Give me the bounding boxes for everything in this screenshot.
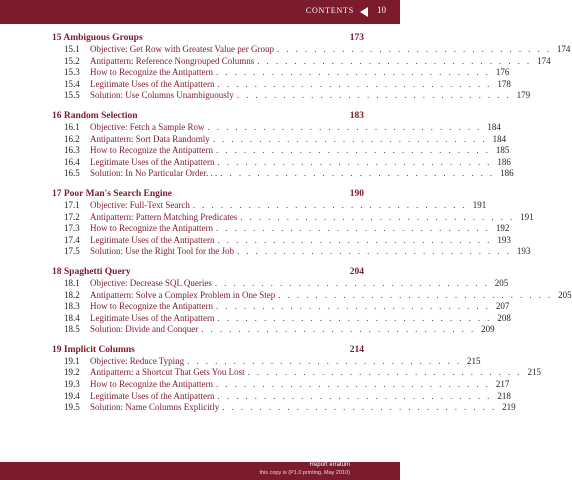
entry-title: Antipattern: Reference Nongrouped Columns — [90, 55, 255, 66]
toc-entry-link[interactable] — [52, 55, 551, 68]
chapter-page: 190 — [349, 188, 364, 199]
entry-page: 184 — [487, 121, 501, 132]
dot-leader: . . . . . . . . . . . . . . . . . . . . . . . . . . . . . . — [217, 312, 492, 323]
entry-title: Objective: Full-Text Search — [90, 199, 190, 210]
toc-entry-link[interactable] — [52, 234, 511, 247]
entry-title: Solution: Use Columns Unambiguously — [90, 90, 234, 101]
entry-number: 16.5 — [64, 168, 80, 179]
page-header-bar — [0, 0, 400, 24]
entry-page: 185 — [495, 145, 510, 156]
dot-leader: . . . . . . . . . . . . . . . . . . . . . . . . . . . . . . — [217, 156, 492, 167]
toc-entry-link[interactable] — [52, 78, 511, 91]
chapter-heading-link[interactable] — [52, 344, 364, 356]
toc-entry-link[interactable] — [52, 145, 510, 157]
entry-page: 219 — [502, 402, 516, 413]
entry-number: 17.2 — [64, 211, 80, 222]
chapter-heading-link[interactable] — [52, 32, 364, 44]
chapter-title: 17 Poor Man's Search Engine — [52, 188, 172, 199]
entry-number: 16.4 — [64, 156, 80, 167]
toc-chapter — [52, 32, 571, 102]
dot-leader: . . . . . . . . . . . . . . . . . . . . . . . . . . . . . . — [240, 211, 515, 222]
entry-page: 208 — [497, 312, 511, 323]
toc-chapter — [52, 344, 541, 414]
page-footer-bar — [0, 462, 400, 480]
entry-page: 193 — [516, 246, 531, 257]
entry-title: Antipattern: Pattern Matching Predicates — [90, 211, 238, 222]
toc-chapter — [52, 188, 534, 258]
dot-leader: . . . . . . . . . . . . . . . . . . . . . . . . . . . . . . — [215, 145, 491, 156]
toc-entry-link[interactable] — [52, 312, 511, 325]
entry-title: Legitimate Uses of the Antipattern — [90, 390, 215, 401]
entry-page: 193 — [497, 234, 511, 245]
entry-title: Objective: Fetch a Sample Row — [90, 121, 205, 132]
toc-entry-link[interactable] — [52, 121, 501, 134]
entry-title: Legitimate Uses of the Antipattern — [90, 312, 215, 323]
entry-title: How to Recognize the Antipattern — [90, 223, 213, 234]
entry-title: Antipattern: a Shortcut That Gets You Lost — [90, 367, 245, 378]
toc-entry-link[interactable] — [52, 211, 534, 224]
entry-title: Antipattern: Sort Data Randomly — [90, 133, 210, 144]
entry-number: 17.5 — [64, 246, 80, 257]
toc-entry-link[interactable] — [52, 324, 495, 336]
entry-page: 217 — [495, 379, 510, 390]
dot-leader: . . . . . . . . . . . . . . . . . . . . . . . . . . . . . . — [212, 133, 488, 144]
entry-title: Legitimate Uses of the Antipattern — [90, 234, 215, 245]
chapter-heading-link[interactable] — [52, 188, 364, 200]
toc-entry-link[interactable] — [52, 168, 514, 180]
dot-leader: . . . . . . . . . . . . . . . . . . . . . . . . . . . . . . — [192, 199, 468, 210]
dot-leader: . . . . . . . . . . . . . . . . . . . . . . . . . . . . . . — [236, 246, 512, 257]
toc-entry-link[interactable] — [52, 379, 510, 391]
toc-entry-link[interactable] — [52, 246, 531, 258]
entry-number: 18.2 — [64, 289, 80, 300]
entry-page: 184 — [492, 133, 507, 144]
toc-chapter — [52, 266, 572, 336]
chapter-page: 173 — [349, 33, 364, 43]
entry-number: 18.4 — [64, 312, 80, 323]
dot-leader: . . . . . . . . . . . . . . . . . . . . . . . . . . . . . . — [236, 90, 512, 101]
chapter-page: 183 — [349, 110, 364, 121]
report-erratum-link[interactable]: Report erratum — [309, 462, 350, 468]
entry-title: Legitimate Uses of the Antipattern — [90, 156, 215, 167]
entry-page: 191 — [472, 199, 487, 210]
entry-page: 174 — [537, 55, 551, 66]
toc-chapter-list — [52, 32, 572, 414]
entry-number: 17.3 — [64, 223, 80, 234]
entry-number: 19.1 — [64, 355, 80, 366]
chapter-title: 16 Random Selection — [52, 110, 138, 121]
dot-leader: . . . . . . . . . . . . . . . . . . . . . . . . . . . . . . — [278, 289, 553, 300]
entry-title: Objective: Decrease SQL Queries — [90, 277, 212, 288]
back-arrow-icon[interactable] — [360, 7, 368, 17]
entry-page: 209 — [481, 324, 495, 335]
dot-leader: . . . . . . . . . . . . . . . . . . . . . . . . . . . . . . — [222, 402, 497, 413]
dot-leader: . . . . . . . . . . . . . . . . . . . . . . . . . . . . . . — [187, 355, 462, 366]
entry-title: Objective: Get Row with Greatest Value per Group — [90, 44, 275, 54]
dot-leader: . . . . . . . . . . . . . . . . . . . . . . . . . . . . . . — [215, 223, 491, 234]
entry-number: 16.1 — [64, 121, 80, 132]
dot-leader: . . . . . . . . . . . . . . . . . . . . . . . . . . . . . . — [217, 78, 492, 89]
entry-number: 17.4 — [64, 234, 80, 245]
dot-leader: . . . . . . . . . . . . . . . . . . . . . . . . . . . . . . — [220, 168, 495, 179]
entry-number: 19.4 — [64, 390, 80, 401]
entry-number: 15.5 — [64, 90, 80, 101]
entry-number: 15.4 — [64, 78, 80, 89]
entry-number: 16.2 — [64, 133, 80, 144]
chapter-heading-link[interactable] — [52, 110, 364, 122]
entry-title: Objective: Reduce Typing — [90, 355, 185, 366]
toc-chapter — [52, 110, 514, 180]
toc-entry-link[interactable] — [52, 402, 516, 414]
entry-page: 191 — [520, 211, 534, 222]
entry-title: Antipattern: Solve a Complex Problem in One Step — [90, 289, 276, 300]
toc-entry-link[interactable] — [52, 301, 510, 313]
entry-number: 19.5 — [64, 402, 80, 413]
entry-number: 18.5 — [64, 324, 80, 335]
copy-info: this copy is (P1.0 printing, May 2010) — [259, 470, 350, 476]
toc-entry-link[interactable] — [52, 156, 511, 169]
entry-page: 218 — [497, 390, 511, 401]
page-number: 10 — [377, 5, 386, 15]
toc-entry-link[interactable] — [52, 277, 509, 290]
dot-leader: . . . . . . . . . . . . . . . . . . . . . . . . . . . . . . — [247, 367, 522, 378]
entry-title: Solution: In No Particular Order. . . — [90, 168, 218, 179]
dot-leader: . . . . . . . . . . . . . . . . . . . . . . . . . . . . . . — [217, 390, 492, 401]
entry-number: 15.3 — [64, 67, 80, 78]
entry-number: 18.1 — [64, 277, 80, 288]
table-of-contents — [52, 32, 572, 422]
entry-page: 176 — [495, 67, 510, 78]
entry-page: 192 — [495, 223, 510, 234]
dot-leader: . . . . . . . . . . . . . . . . . . . . . . . . . . . . . . — [257, 55, 532, 66]
dot-leader: . . . . . . . . . . . . . . . . . . . . . . . . . . . . . . — [217, 234, 492, 245]
toc-entry-link[interactable] — [52, 289, 572, 302]
entry-number: 15.1 — [64, 44, 80, 54]
toc-entry-link[interactable] — [52, 367, 541, 379]
toc-entry-link[interactable] — [52, 44, 571, 56]
entry-title: How to Recognize the Antipattern — [90, 379, 213, 390]
entry-title: Solution: Use the Right Tool for the Job — [90, 246, 234, 257]
section-label: CONTENTS — [305, 6, 354, 15]
entry-title: How to Recognize the Antipattern — [90, 301, 213, 312]
entry-page: 186 — [500, 168, 514, 179]
entry-page: 205 — [494, 277, 509, 288]
toc-entry-link[interactable] — [52, 355, 481, 368]
entry-page: 186 — [497, 156, 511, 167]
dot-leader: . . . . . . . . . . . . . . . . . . . . . . . . . . . . . . — [215, 379, 491, 390]
entry-page: 215 — [467, 355, 481, 366]
entry-page: 178 — [497, 78, 511, 89]
entry-page: 205 — [558, 289, 572, 300]
entry-page: 215 — [527, 367, 541, 378]
dot-leader: . . . . . . . . . . . . . . . . . . . . . . . . . . . . . . — [215, 301, 491, 312]
entry-number: 18.3 — [64, 301, 80, 312]
chapter-heading-link[interactable] — [52, 266, 364, 278]
entry-number: 19.3 — [64, 379, 80, 390]
toc-entry-link[interactable] — [52, 90, 531, 102]
entry-number: 17.1 — [64, 199, 80, 210]
entry-page: 174 — [556, 44, 571, 54]
entry-number: 15.2 — [64, 55, 80, 66]
dot-leader: . . . . . . . . . . . . . . . . . . . . . . . . . . . . . . — [215, 67, 491, 78]
entry-title: How to Recognize the Antipattern — [90, 67, 213, 78]
entry-title: Legitimate Uses of the Antipattern — [90, 78, 215, 89]
toc-entry-link[interactable] — [52, 199, 487, 212]
entry-number: 19.2 — [64, 367, 80, 378]
chapter-page: 214 — [349, 344, 364, 355]
dot-leader: . . . . . . . . . . . . . . . . . . . . . . . . . . . . . . — [201, 324, 476, 335]
dot-leader: . . . . . . . . . . . . . . . . . . . . . . . . . . . . . . — [207, 121, 482, 132]
toc-entry-link[interactable] — [52, 223, 510, 235]
chapter-title: 19 Implicit Columns — [52, 344, 135, 355]
entry-number: 16.3 — [64, 145, 80, 156]
chapter-title: 18 Spaghetti Query — [52, 266, 131, 277]
chapter-page: 204 — [349, 266, 364, 277]
entry-page: 207 — [495, 301, 510, 312]
entry-title: Solution: Name Columns Explicitly — [90, 402, 220, 413]
dot-leader: . . . . . . . . . . . . . . . . . . . . . . . . . . . . . . — [277, 44, 552, 54]
dot-leader: . . . . . . . . . . . . . . . . . . . . . . . . . . . . . . — [214, 277, 490, 288]
toc-entry-link[interactable] — [52, 67, 510, 79]
chapter-title: 15 Ambiguous Groups — [52, 33, 143, 43]
toc-entry-link[interactable] — [52, 390, 511, 403]
entry-title: Solution: Divide and Conquer — [90, 324, 199, 335]
entry-title: How to Recognize the Antipattern — [90, 145, 213, 156]
entry-page: 179 — [516, 90, 531, 101]
toc-entry-link[interactable] — [52, 133, 507, 146]
